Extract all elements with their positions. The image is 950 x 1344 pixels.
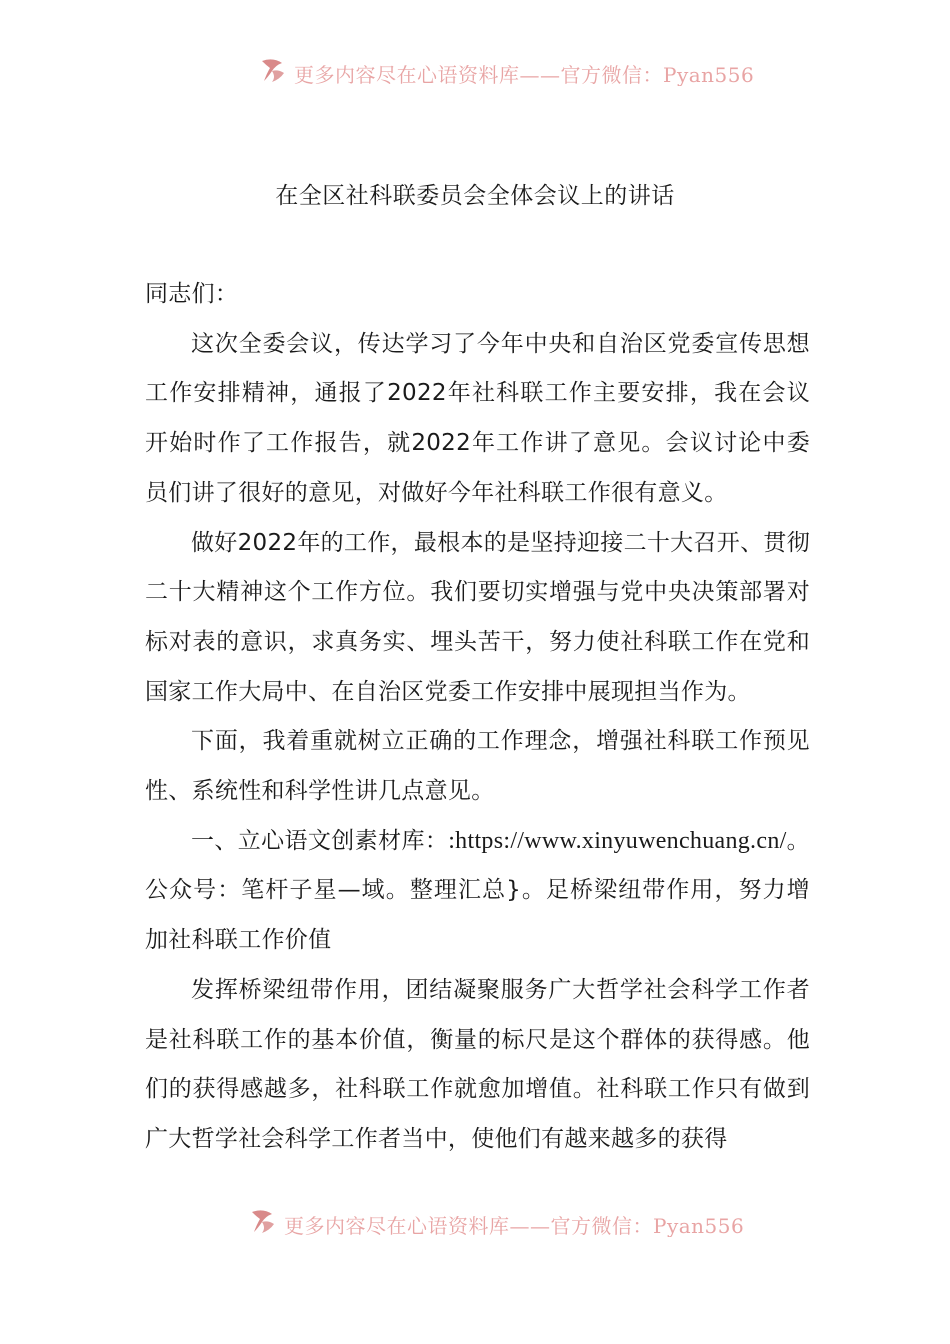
document-body bbox=[145, 270, 810, 1165]
document-title: 在全区社科联委员会全体会议上的讲话 bbox=[275, 183, 675, 209]
watermark-header bbox=[258, 54, 754, 86]
section-heading-suffix: 。公众号：笔杆子星—域。整理汇总}。足桥梁纽带作用，努力增加社科联工作价值 bbox=[145, 827, 810, 954]
paragraph-5: 发挥桥梁纽带作用，团结凝聚服务广大哲学社会科学工作者是社科联工作的基本价值，衡量的标尺是这个群体的获得感。他们的获得感越多，社科联工作就愈加增值。社科联工作只有做到广大哲学社会科学工作者当中，使他们有越来越多的获得 bbox=[145, 976, 810, 1152]
paragraph-1: 这次全委会议，传达学习了今年中央和自治区党委宣传思想工作安排精神，通报了2022年社科联工作主要安排，我在会议开始时作了工作报告，就2022年工作讲了意见。会议讨论中委员们讲了很好的意见，对做好今年社科联工作很有意义。 bbox=[145, 330, 810, 506]
source-url: :https://www.xinyuwenchuang.cn/ bbox=[448, 827, 787, 854]
logo-icon bbox=[258, 55, 288, 85]
paragraph-4 bbox=[145, 817, 810, 966]
salutation: 同志们： bbox=[145, 281, 239, 307]
watermark-text: 更多内容尽在心语资料库——官方微信：Pyan556 bbox=[294, 62, 755, 86]
watermark-footer bbox=[248, 1205, 744, 1237]
watermark-text: 更多内容尽在心语资料库——官方微信：Pyan556 bbox=[284, 1213, 745, 1237]
logo-icon bbox=[248, 1206, 278, 1236]
section-heading-prefix: 一、立心语文创素材库： bbox=[191, 827, 449, 854]
paragraph-2: 做好2022年的工作，最根本的是坚持迎接二十大召开、贯彻二十大精神这个工作方位。我们要切实增强与党中央决策部署对标对表的意识，求真务实、埋头苦干，努力使社科联工作在党和国家工作大局中、在自治区党委工作安排中展现担当作为。 bbox=[145, 529, 810, 705]
paragraph-3: 下面，我着重就树立正确的工作理念，增强社科联工作预见性、系统性和科学性讲几点意见。 bbox=[145, 728, 810, 805]
